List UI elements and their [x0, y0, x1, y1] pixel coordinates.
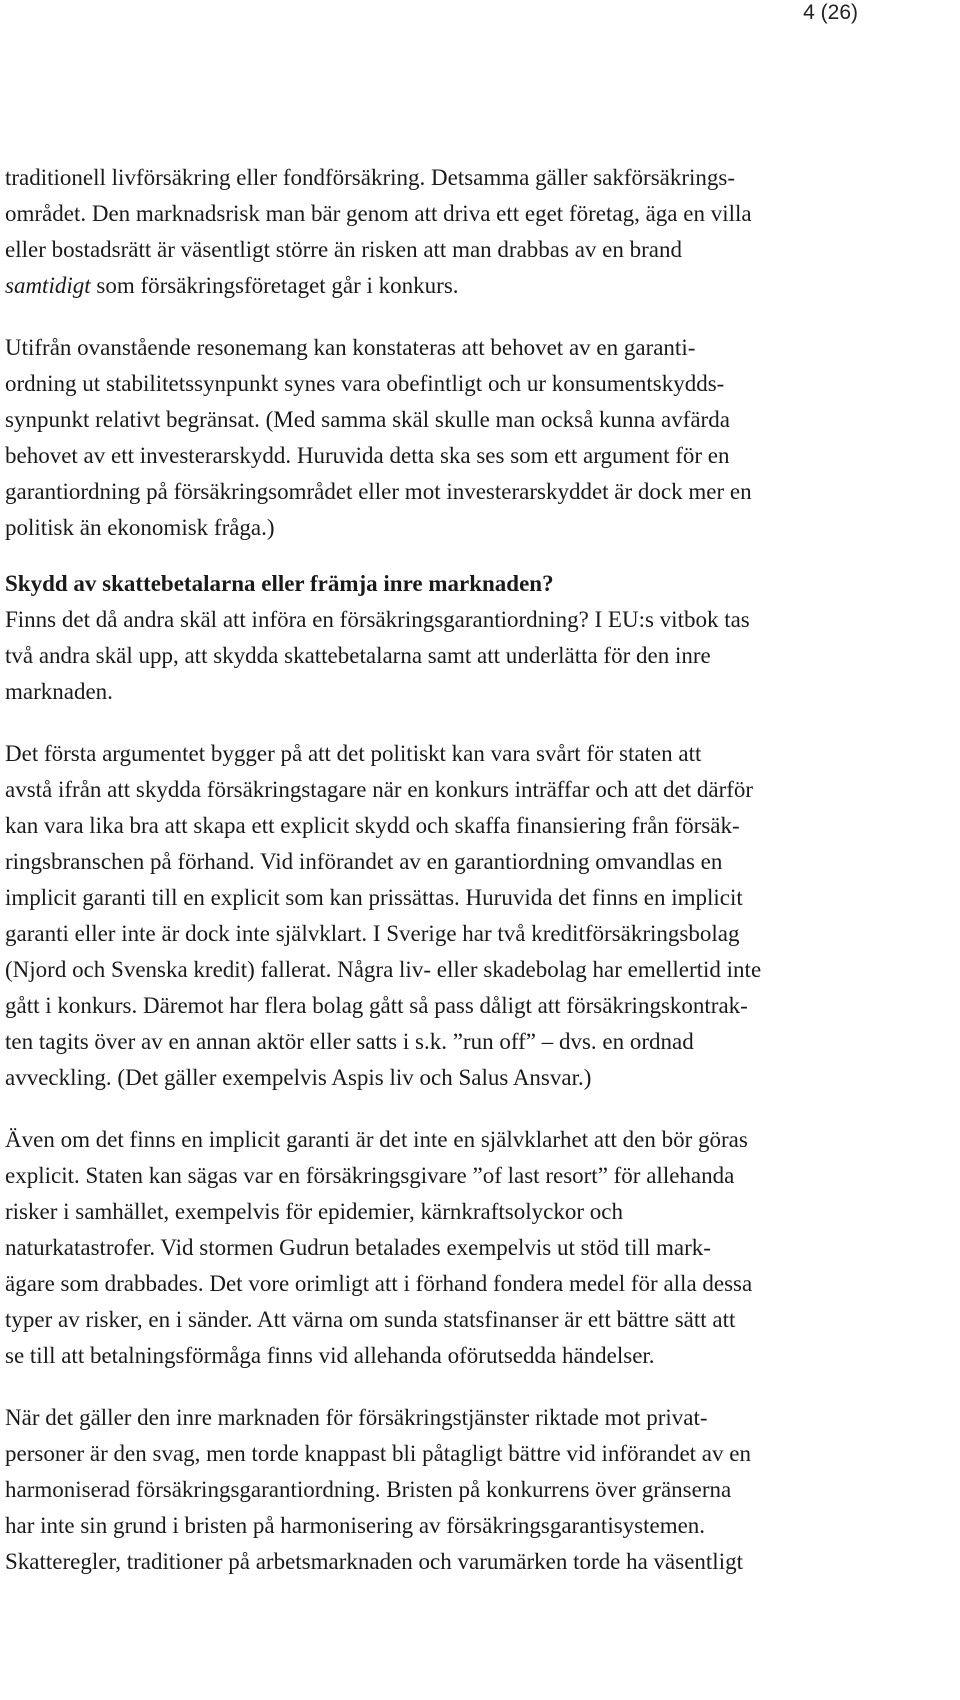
- text-line: explicit. Staten kan sägas var en försäkringsgivare ”of last resort” för allehanda: [5, 1163, 735, 1188]
- text-line: synpunkt relativt begränsat. (Med samma skäl skulle man också kunna avfärda: [5, 407, 730, 432]
- text-line: När det gäller den inre marknaden för försäkringstjänster riktade mot privat-: [5, 1405, 708, 1430]
- text-line: behovet av ett investerarskydd. Huruvida detta ska ses som ett argument för en: [5, 443, 730, 468]
- text-line: ten tagits över av en annan aktör eller satts i s.k. ”run off” – dvs. en ordnad: [5, 1029, 694, 1054]
- text-line: risker i samhället, exempelvis för epidemier, kärnkraftsolyckor och: [5, 1199, 623, 1224]
- text-line: typer av risker, en i sänder. Att värna om sunda statsfinanser är ett bättre sätt att: [5, 1307, 736, 1332]
- emphasis-text: samtidigt: [5, 273, 91, 298]
- text-line: Det första argumentet bygger på att det politiskt kan vara svårt för staten att: [5, 741, 702, 766]
- text-line: (Njord och Svenska kredit) fallerat. Några liv- eller skadebolag har emellertid inte: [5, 957, 762, 982]
- paragraph-2: [5, 330, 960, 546]
- text-line: garanti eller inte är dock inte självklart. I Sverige har två kreditförsäkringsbolag: [5, 921, 740, 946]
- text-line: ordning ut stabilitetssynpunkt synes vara obefintligt och ur konsumentskydds-: [5, 371, 725, 396]
- text-line: personer är den svag, men torde knappast bli påtagligt bättre vid införandet av en: [5, 1441, 751, 1466]
- text-line: naturkatastrofer. Vid stormen Gudrun betalades exempelvis ut stöd till mark-: [5, 1235, 711, 1260]
- page-number: 4 (26): [803, 1, 858, 24]
- text-line: området. Den marknadsrisk man bär genom att driva ett eget företag, äga en villa: [5, 201, 752, 226]
- paragraph-4: [5, 736, 960, 1096]
- text-line: kan vara lika bra att skapa ett explicit skydd och skaffa finansiering från försäk-: [5, 813, 740, 838]
- text-line: gått i konkurs. Däremot har flera bolag gått så pass dåligt att försäkringskontrak-: [5, 993, 748, 1018]
- text-line: Finns det då andra skäl att införa en försäkringsgarantiordning? I EU:s vitbok tas: [5, 607, 750, 632]
- text-line: avveckling. (Det gäller exempelvis Aspis liv och Salus Ansvar.): [5, 1065, 592, 1090]
- text-line: avstå ifrån att skydda försäkringstagare när en konkurs inträffar och att det därför: [5, 777, 754, 802]
- text-line-rest: som försäkringsföretaget går i konkurs.: [96, 273, 459, 298]
- text-line: garantiordning på försäkringsområdet eller mot investerarskyddet är dock mer en: [5, 479, 752, 504]
- text-line: Skatteregler, traditioner på arbetsmarknaden och varumärken torde ha väsentligt: [5, 1549, 743, 1574]
- text-line: implicit garanti till en explicit som kan prissättas. Huruvida det finns en implicit: [5, 885, 743, 910]
- text-line: Utifrån ovanstående resonemang kan konstateras att behovet av en garanti-: [5, 335, 696, 360]
- text-line: marknaden.: [5, 679, 113, 704]
- paragraph-1: [5, 160, 960, 304]
- text-line: två andra skäl upp, att skydda skattebetalarna samt att underlätta för den inre: [5, 643, 711, 668]
- text-line: har inte sin grund i bristen på harmonisering av försäkringsgarantisystemen.: [5, 1513, 706, 1538]
- text-line: politisk än ekonomisk fråga.): [5, 515, 275, 540]
- paragraph-5: [5, 1122, 960, 1374]
- section-heading: Skydd av skattebetalarna eller främja inre marknaden?: [5, 571, 554, 596]
- text-line: Även om det finns en implicit garanti är det inte en självklarhet att den bör göras: [5, 1127, 748, 1152]
- text-line: traditionell livförsäkring eller fondförsäkring. Detsamma gäller sakförsäkrings-: [5, 165, 736, 190]
- paragraph-3: [5, 602, 960, 710]
- text-line: [5, 268, 960, 304]
- text-line: eller bostadsrätt är väsentligt större än risken att man drabbas av en brand: [5, 237, 682, 262]
- document-body: [5, 160, 960, 1580]
- text-line: se till att betalningsförmåga finns vid allehanda oförutsedda händelser.: [5, 1343, 655, 1368]
- text-line: harmoniserad försäkringsgarantiordning. Bristen på konkurrens över gränserna: [5, 1477, 732, 1502]
- text-line: ringsbranschen på förhand. Vid införandet av en garantiordning omvandlas en: [5, 849, 723, 874]
- text-line: ägare som drabbades. Det vore orimligt att i förhand fondera medel för alla dessa: [5, 1271, 753, 1296]
- paragraph-6: [5, 1400, 960, 1580]
